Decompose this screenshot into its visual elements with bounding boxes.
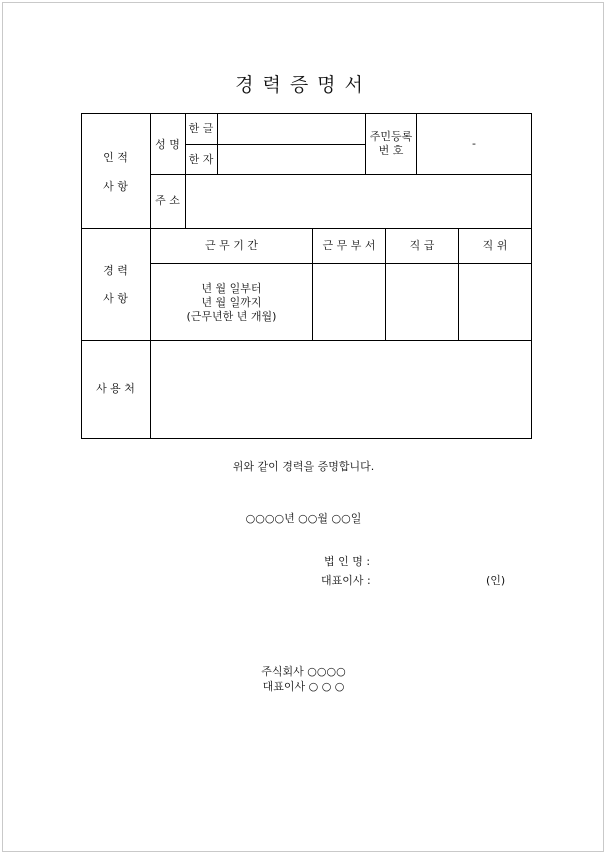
table-border-right xyxy=(531,113,532,439)
period-header: 근 무 기 간 xyxy=(205,239,258,252)
footer-ceo: 대표이사 ○ ○ ○ xyxy=(262,680,345,693)
resident-no-field[interactable]: - xyxy=(472,137,476,150)
dept-header: 근 무 부 서 xyxy=(322,239,376,252)
name-row-bottom xyxy=(150,174,532,175)
career-section-label-1: 경 력 xyxy=(103,264,128,277)
career-header-bottom xyxy=(150,263,532,264)
period-duration: (근무년한 년 개월) xyxy=(186,310,277,323)
position-header: 직 위 xyxy=(482,239,508,252)
resident-no-label-1: 주민등록 xyxy=(369,130,413,143)
resident-no-label-2: 번 호 xyxy=(378,144,404,157)
hangul-row-bottom xyxy=(185,144,366,145)
career-section-bottom xyxy=(81,340,532,341)
personal-section-label-1: 인 적 xyxy=(103,151,128,164)
period-from: 년 월 일부터 xyxy=(201,282,262,295)
corp-name-label: 법 인 명 : xyxy=(324,555,371,568)
period-to: 년 월 일까지 xyxy=(201,296,262,309)
grade-header: 직 급 xyxy=(409,239,435,252)
certification-statement: 위와 같이 경력을 증명합니다. xyxy=(232,460,375,473)
issue-date: ○○○○년 ○○월 ○○일 xyxy=(245,512,362,525)
document-title: 경력증명서 xyxy=(235,74,372,96)
label-column-divider xyxy=(150,113,151,439)
personal-section-label-2: 사 항 xyxy=(103,180,128,193)
ceo-label: 대표이사 : xyxy=(321,574,371,587)
hanja-label: 한 자 xyxy=(188,153,214,166)
hangul-label: 한 글 xyxy=(188,122,214,135)
table-border-top xyxy=(81,113,532,114)
name-label: 성 명 xyxy=(155,138,180,151)
usage-label: 사 용 처 xyxy=(96,382,135,395)
page-frame xyxy=(2,2,604,852)
footer-company: 주식회사 ○○○○ xyxy=(261,665,346,678)
seal-mark: (인) xyxy=(486,574,506,587)
address-label: 주 소 xyxy=(155,194,180,207)
personal-section-bottom xyxy=(81,228,532,229)
table-border-bottom xyxy=(81,438,532,439)
career-section-label-2: 사 항 xyxy=(103,292,128,305)
